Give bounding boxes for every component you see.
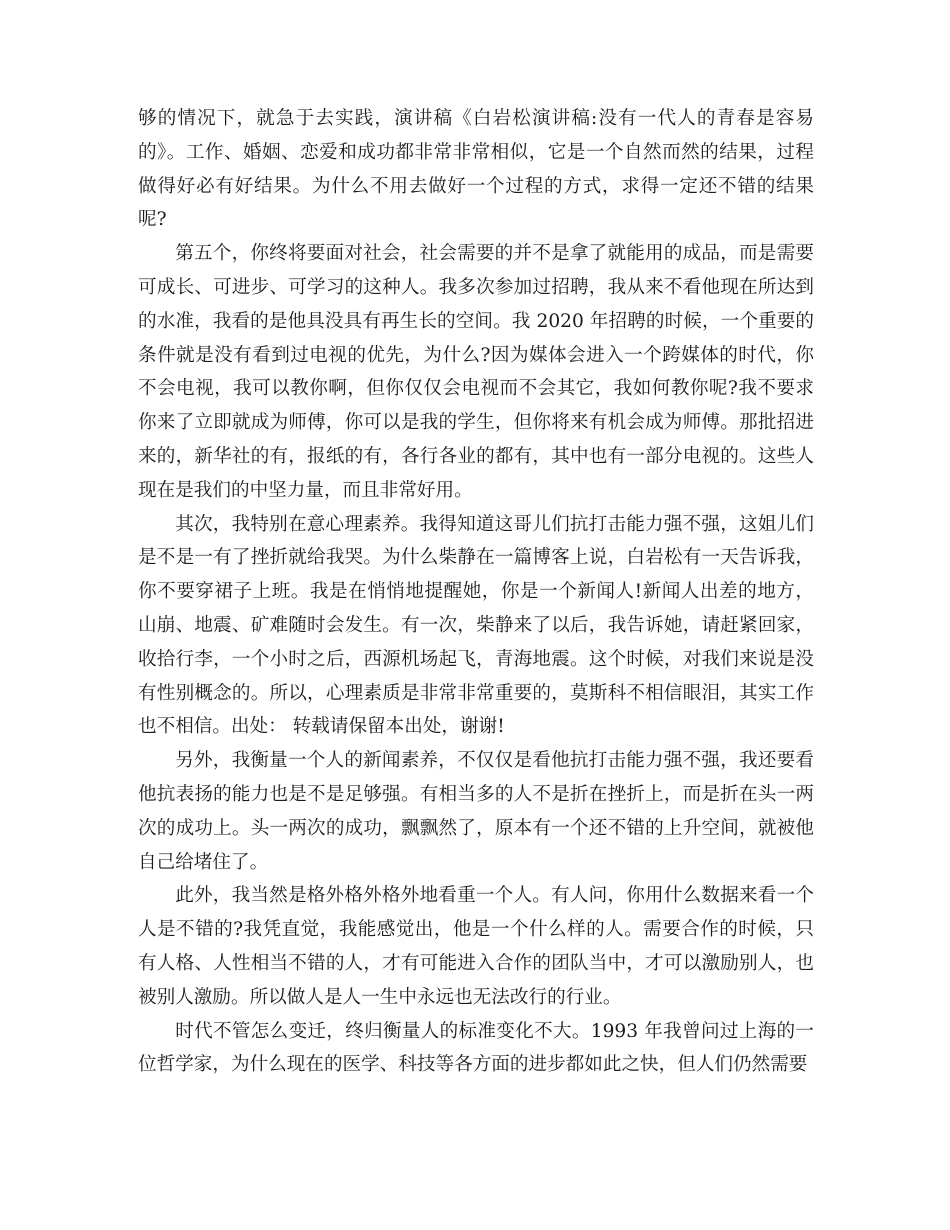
paragraph-5: 此外，我当然是格外格外格外地看重一个人。有人问，你用什么数据来看一个人是不错的?我凭直觉，我能感觉出，他是一个什么样的人。需要合作的时候，只有人格、人性相当不错的人，才有可能进入合作的团队当中，才可以激励别人，也被别人激励。所以做人是人一生中永远也无法改行的行业。 [138,885,814,1008]
paragraph-3: 其次，我特别在意心理素养。我得知道这哥儿们抗打击能力强不强，这姐儿们是不是一有了挫折就给我哭。为什么柴静在一篇博客上说，白岩松有一天告诉我，你不要穿裙子上班。我是在悄悄地提醒她，你是一个新闻人!新闻人出差的地方，山崩、地震、矿难随时会发生。有一次，柴静来了以后，我告诉她，请赶紧回家，收拾行李，一个小时之后，西源机场起飞，青海地震。这个时候，对我们来说是没有性别概念的。所以，心理素质是非常非常重要的，莫斯科不相信眼泪，其实工作也不相信。出处： 转载请保留本出处，谢谢! [138,513,814,738]
paragraph-4: 另外，我衡量一个人的新闻素养，不仅仅是看他抗打击能力强不强，我还要看他抗表扬的能力也是不是足够强。有相当多的人不是折在挫折上，而是折在头一两次的成功上。头一两次的成功，飘飘然了，原本有一个还不错的上升空间，就被他自己给堵住了。 [138,750,814,873]
paragraph-2: 第五个，你终将要面对社会，社会需要的并不是拿了就能用的成品，而是需要可成长、可进步、可学习的这种人。我多次参加过招聘，我从来不看他现在所达到的水准，我看的是他具没具有再生长的空间。我 2020 年招聘的时候，一个重要的条件就是没有看到过电视的优先，为什么?因为媒体会进入一个跨媒体的时代，你不会电视，我可以教你啊，但你仅仅会电视而不会其它，我如何教你呢?我不要求你来了立即就成为师傅，你可以是我的学生，但你将来有机会成为师傅。那批招进来的，新华社的有，报纸的有，各行各业的都有，其中也有一部分电视的。这些人现在是我们的中坚力量，而且非常好用。 [138,243,814,501]
document-page [138,102,814,1082]
paragraph-6: 时代不管怎么变迁，终归衡量人的标准变化不大。1993 年我曾问过上海的一位哲学家，为什么现在的医学、科技等各方面的进步都如此之快，但人们仍然需要 [138,1020,814,1076]
paragraph-1: 够的情况下，就急于去实践，演讲稿《白岩松演讲稿:没有一代人的青春是容易的》。工作、婚姻、恋爱和成功都非常非常相似，它是一个自然而然的结果，过程做得好必有好结果。为什么不用去做好一个过程的方式，求得一定还不错的结果呢? [138,108,814,231]
